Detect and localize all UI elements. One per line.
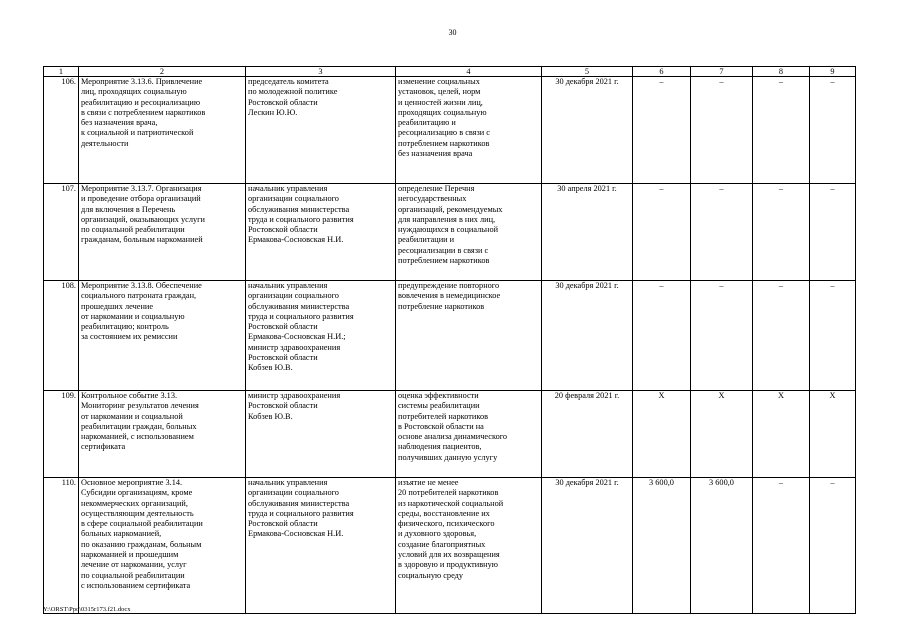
responsible-cell: министр здравоохранения Ростовской области Кобзев Ю.В.	[246, 391, 396, 478]
result-cell: определение Перечня негосударственных организаций, рекомендуемых для направления в них лиц, нуждающихся в социальной реабилитации и ресоциализации в связи с потреблением наркотиков	[396, 184, 542, 281]
result-cell: оценка эффективности системы реабилитации потребителей наркотиков в Ростовской области на основе анализа динамического наблюдения пациентов, получивших данную услугу	[396, 391, 542, 478]
column-header: 8	[753, 67, 810, 77]
funding-cell: –	[753, 478, 810, 614]
column-header: 6	[633, 67, 691, 77]
row-number: 110.	[44, 478, 79, 614]
column-header: 7	[691, 67, 753, 77]
responsible-cell: начальник управления организации социального обслуживания министерства труда и социального развития Ростовской области Ермакова-Сосновская Н.И.; министр здравоохранения Ростовской области Кобзев Ю.В.	[246, 281, 396, 391]
funding-cell: –	[633, 281, 691, 391]
column-header: 9	[810, 67, 856, 77]
table-row	[44, 478, 856, 614]
date-cell: 20 февраля 2021 г.	[542, 391, 633, 478]
result-cell: предупреждение повторного вовлечения в немедицинское потребление наркотиков	[396, 281, 542, 391]
date-cell: 30 декабря 2021 г.	[542, 77, 633, 184]
row-number: 108.	[44, 281, 79, 391]
table-row	[44, 77, 856, 184]
responsible-cell: начальник управления организации социального обслуживания министерства труда и социального развития Ростовской области Ермакова-Сосновская Н.И.	[246, 478, 396, 614]
responsible-cell: начальник управления организации социального обслуживания министерства труда и социального развития Ростовской области Ермакова-Сосновская Н.И.	[246, 184, 396, 281]
column-header: 1	[44, 67, 79, 77]
funding-cell: X	[691, 391, 753, 478]
date-cell: 30 апреля 2021 г.	[542, 184, 633, 281]
funding-cell: –	[753, 281, 810, 391]
event-cell: Мероприятие 3.13.6. Привлечение лиц, проходящих социальную реабилитацию и ресоциализацию в связи с потреблением наркотиков без назначения врача, к социальной и патриотической деятельности	[79, 77, 246, 184]
funding-cell: X	[633, 391, 691, 478]
responsible-cell: председатель комитета по молодежной политике Ростовской области Лескин Ю.Ю.	[246, 77, 396, 184]
funding-cell: X	[810, 391, 856, 478]
event-cell: Основное мероприятие 3.14. Субсидии организациям, кроме некоммерческих организаций, осуществляющим деятельность в сфере социальной реабилитации больных наркоманией, по оказанию гражданам, больным наркоманией и прошедшим лечение от наркомании, услуг по социальной реабилитации с использованием сертификата	[79, 478, 246, 614]
funding-cell: –	[810, 184, 856, 281]
event-cell: Контрольное событие 3.13. Мониторинг результатов лечения от наркомании и социальной реабилитации граждан, больных наркоманией, с использованием сертификата	[79, 391, 246, 478]
page-number: 30	[448, 28, 457, 37]
event-cell: Мероприятие 3.13.8. Обеспечение социального патроната граждан, прошедших лечение от наркомании и социальную реабилитацию; контроль за состоянием их ремиссии	[79, 281, 246, 391]
funding-cell: 3 600,0	[633, 478, 691, 614]
table-header-row	[44, 67, 856, 77]
row-number: 107.	[44, 184, 79, 281]
funding-cell: –	[753, 184, 810, 281]
funding-cell: 3 600,0	[691, 478, 753, 614]
funding-cell: –	[633, 184, 691, 281]
funding-cell: –	[691, 184, 753, 281]
event-cell: Мероприятие 3.13.7. Организация и проведение отбора организаций для включения в Перечень организаций, оказывающих услуги по социальной реабилитации гражданам, больным наркоманией	[79, 184, 246, 281]
column-header: 5	[542, 67, 633, 77]
table-row	[44, 184, 856, 281]
column-header: 3	[246, 67, 396, 77]
result-cell: изменение социальных установок, целей, норм и ценностей жизни лиц, проходящих социальную реабилитацию и ресоциализацию в связи с потреблением наркотиков без назначения врача	[396, 77, 542, 184]
funding-cell: –	[691, 77, 753, 184]
table-row	[44, 391, 856, 478]
funding-cell: –	[691, 281, 753, 391]
funding-cell: –	[810, 77, 856, 184]
column-header: 4	[396, 67, 542, 77]
funding-cell: X	[753, 391, 810, 478]
date-cell: 30 декабря 2021 г.	[542, 478, 633, 614]
row-number: 106.	[44, 77, 79, 184]
result-cell: изъятие не менее 20 потребителей наркотиков из наркотической социальной среды, восстановление их физического, психического и духовного здоровья, создание благоприятных условий для их возвращения в здоровую и продуктивную социальную среду	[396, 478, 542, 614]
date-cell: 30 декабря 2021 г.	[542, 281, 633, 391]
funding-cell: –	[753, 77, 810, 184]
footer-file-path: Y:\ORST\Ppo\0315r173.f21.docx	[43, 606, 131, 613]
funding-cell: –	[810, 478, 856, 614]
funding-cell: –	[633, 77, 691, 184]
funding-cell: –	[810, 281, 856, 391]
column-header: 2	[79, 67, 246, 77]
row-number: 109.	[44, 391, 79, 478]
table-row	[44, 281, 856, 391]
plan-table	[43, 66, 856, 614]
